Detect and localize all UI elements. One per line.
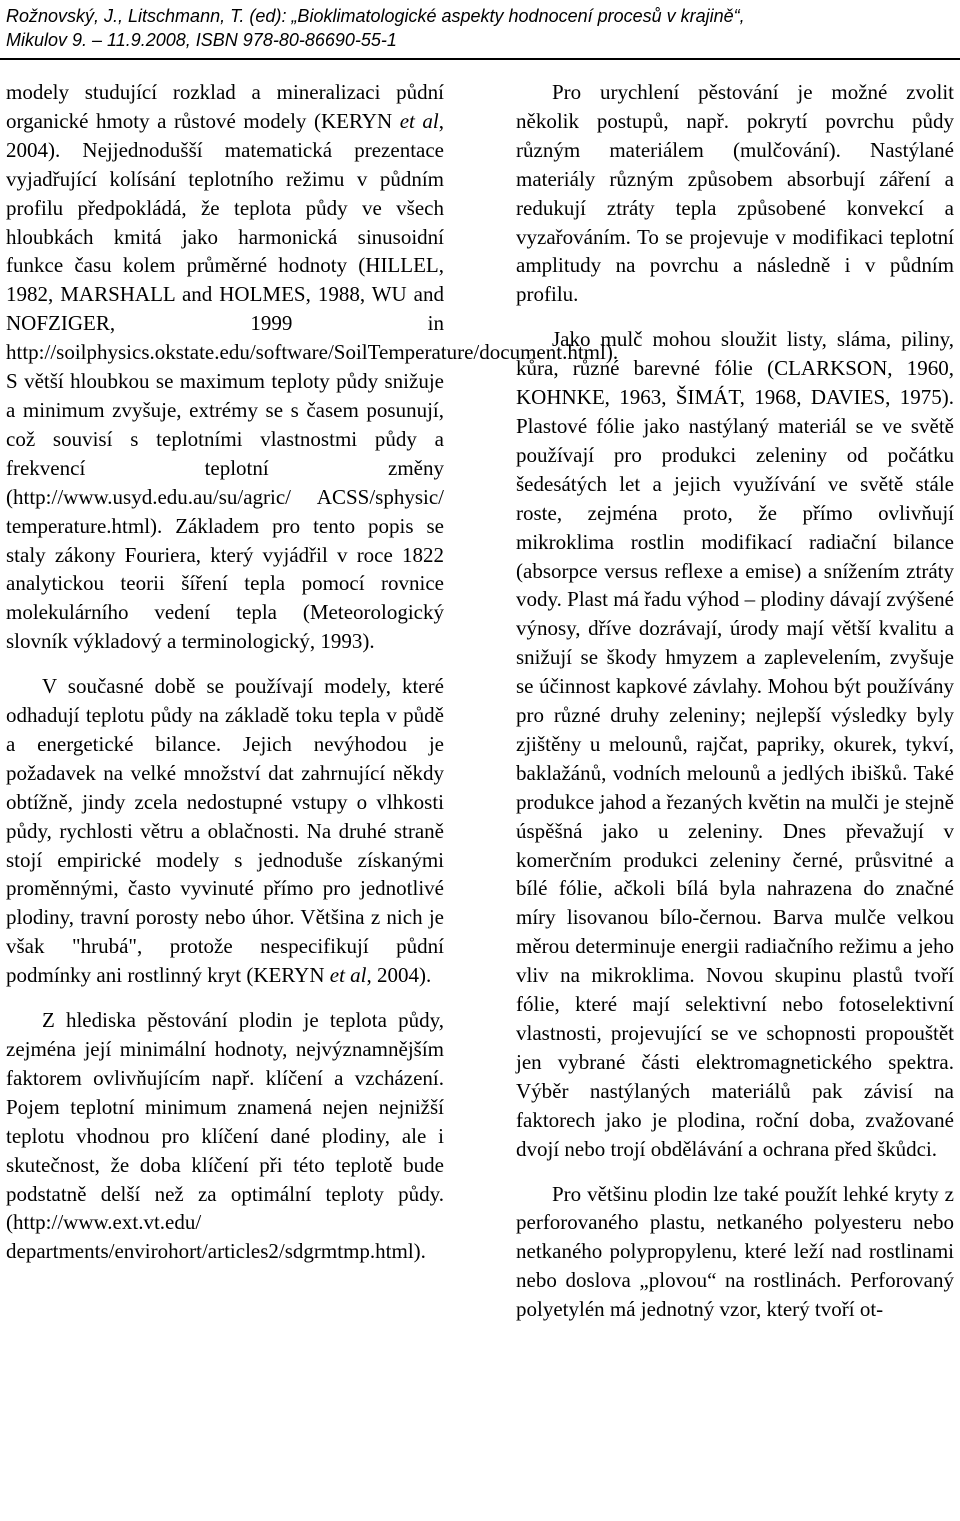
paragraph-mulching: Pro urychlení pěstování je možné zvolit několik postupů, např. pokrytí povrchu půdy různým materiálem (mulčování). Nastýlané materiály různým způsobem absorbují záření a redukují ztráty tepla způsobené konvekcí a vyzařováním. To se projevuje v modifikaci teplotní amplitudy na povrchu a následně i v půdním profilu. (516, 80, 954, 307)
header-citation-line: Rožnovský, J., Litschmann, T. (ed): „Bioklimatologické aspekty hodnocení procesů v krajině“, (6, 6, 745, 26)
et-al-citation: et al (329, 963, 367, 988)
paragraph-mulch-materials: Jako mulč mohou sloužit listy, sláma, piliny, kůra, různé barevné fólie (CLARKSON, 1960, KOHNKE, 1963, ŠIMÁT, 1968, DAVIES, 1975). Plastové fólie jako nastýlaný materiál se ve světě používají pro produkci zeleniny od počátku šedesátých let a jejich využívání ve světě stále roste, zejména proto, že přímo ovlivňují mikroklima rostlin modifikací radiační bilance (absorpce versus reflexe a emise) a snížením ztráty vody. Plast má řadu výhod – plodiny dávají zvýšené výnosy, dříve dozrávají, úrody mají větší kvalitu a snižují se škody hmyzem a zaplevelením, zvyšuje se účinnost kapkové závlahy. Mohou být používány pro různé druhy zeleniny; nejlepší výsledky byly zjištěny u melounů, rajčat, papriky, okurek, tykví, baklažánů, vodních melounů a jedlých ibišků. Také produkce jahod a řezaných květin na mulči je stejně úspěšná jako u zeleniny. Dnes převažují v komerčním produkci zeleniny černé, průsvitné a bílé fólie, ačkoli bílá byla nahrazena do značné míry lisovanou bílo-černou. Barva mulče velkou měrou determinuje energii radiačního režimu a jeho vliv na mikroklima. Novou skupinu plastů tvoří fólie, které mají selektivní nebo fotoselektivní vlastnosti, projevující se ve schopnosti propouštět jen vybrané části elektromagnetického spektra. Výběr nastýlaných materiálů pak závisí na faktorech jako je plodina, roční doba, zvažované dvojí nebo trojí obdělávání a ochrana před škůdci. (516, 327, 954, 1161)
paragraph-soil-models (6, 78, 619, 656)
paragraph-text: V současné době se používají modely, které odhadují teplotu půdy na základě toku tepla v půdě a energetické bilance. Jejich nevýhodou je požadavek na velké množství dat zahrnující někdy obtížně, jindy zcela nedostupné vstupy o vlhkosti půdy, rychlosti větru a oblačnosti. Na druhé straně stojí empirické modely s jednoduše získanými proměnnými, často vyvinuté přímo pro jednotlivé plodiny, travní porosty nebo úhor. Většina z nich je však "hrubá", protože nespecifikují půdní podmínky ani rostlinný kryt (KERYN (6, 674, 444, 988)
et-al-citation: et al (399, 108, 439, 133)
right-column (516, 78, 954, 1340)
header-divider (0, 58, 960, 60)
paragraph-current-models (6, 672, 444, 990)
paragraph-light-covers: Pro většinu plodin lze také použít lehké kryty z perforovaného plastu, netkaného polyesteru nebo netkaného polypropylenu, které leží nad rostlinami nebo doslova „plovou“ na rostlinách. Perforovaný polyetylén má jednotný vzor, který tvoří ot- (516, 1181, 954, 1322)
running-header (6, 4, 946, 52)
paragraph-crop-growing: Z hlediska pěstování plodin je teplota půdy, zejména její minimální hodnoty, nejvýznamnějším faktorem ovlivňujícím např. klíčení a vzcházení. Pojem teplotní minimum znamená nejen nejnižší teplotu vhodnou pro klíčení dané plodiny, ale i skutečnost, že doba klíčení při této teplotě bude podstatně delší než za optimální teploty půdy. (http://www.ext.vt.edu/ departments/envirohort/articles2/sdgrmtmp.html). (6, 1008, 444, 1264)
paragraph-text: modely studující rozklad a mineralizaci půdní organické hmoty a růstové modely (KERYN (6, 80, 444, 133)
paragraph-text: , 2004). Nejjednodušší matematická prezentace vyjadřující kolísání teplotního režimu v půdním profilu předpokládá, že teplota půdy ve všech hloubkách kmitá jako harmonická sinusoidní funkce času kolem průměrné hodnoty (HILLEL, 1982, MARSHALL and HOLMES, 1988, WU and NOFZIGER, 1999 in http://soilphysics.okstate.edu/software/SoilTemperature/document.html). S větší hloubkou se maximum teploty půdy snižuje a minimum zvyšuje, extrémy se s časem posunují, což souvisí s teplotními vlastnostmi půdy a frekvencí teplotní změny (http://www.usyd.edu.au/su/agric/ ACSS/sphysic/ temperature.html). Základem pro tento popis se staly zákony Fouriera, který vyjádřil v roce 1822 analytickou teorii šíření tepla pomocí rovnice molekulárního vedení tepla (Meteorologický slovník výkladový a terminologický, 1993). (6, 108, 619, 654)
paragraph-text: , 2004). (366, 963, 432, 988)
header-isbn-line: Mikulov 9. – 11.9.2008, ISBN 978-80-86690-55-1 (6, 30, 397, 50)
left-column (6, 78, 619, 1282)
